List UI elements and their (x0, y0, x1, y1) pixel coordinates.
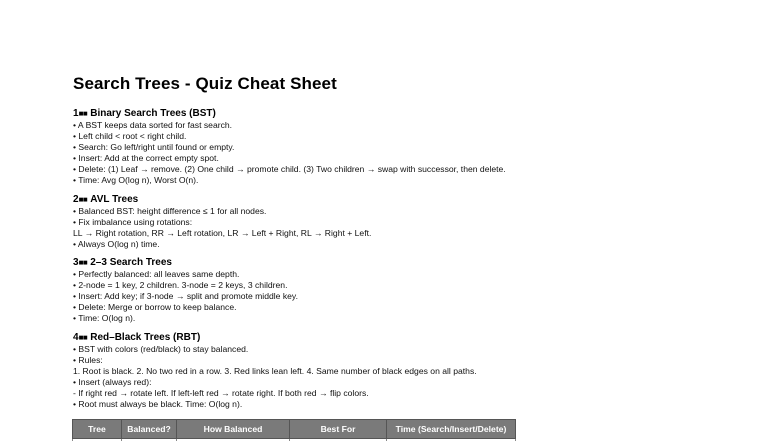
bullet-line: • Balanced BST: height difference ≤ 1 for all nodes. (73, 205, 267, 216)
col-header-time: Time (Search/Insert/Delete) (387, 420, 516, 439)
section-title: 2–3 Search Trees (90, 257, 172, 268)
section-bst (73, 108, 763, 186)
col-header-how-balanced: How Balanced (177, 420, 290, 439)
bullet-line: • Insert: Add key; if 3-node → split and promote middle key. (73, 290, 298, 301)
bullet-line: • Search: Go left/right until found or empty. (73, 141, 235, 152)
bullet-line: • Delete: Merge or borrow to keep balance. (73, 301, 237, 312)
bullet-line: • 2-node = 1 key, 2 children. 3-node = 2 keys, 3 children. (73, 279, 288, 290)
section-heading (73, 257, 763, 269)
bullet-line: • BST with colors (red/black) to stay balanced. (73, 343, 249, 354)
bullet-line: • Insert: Add at the correct empty spot. (73, 152, 219, 163)
section-number: 1 (73, 108, 79, 119)
bullet-line: • Insert (always red): (73, 376, 152, 387)
insert-rule-line: - If right red → rotate left. If left-left red → rotate right. If both red → flip colors. (73, 387, 369, 398)
col-header-best-for: Best For (290, 420, 387, 439)
bullet-line: • Rules: (73, 354, 103, 365)
section-avl (73, 194, 763, 250)
bullet-line: • Always O(log n) time. (73, 238, 160, 249)
section-title: Binary Search Trees (BST) (90, 108, 216, 119)
section-marker: ■■ (78, 109, 88, 118)
page-title: Search Trees - Quiz Cheat Sheet (73, 74, 337, 93)
section-title: Red–Black Trees (RBT) (90, 332, 201, 343)
bullet-line: • A BST keeps data sorted for fast search. (73, 119, 233, 130)
section-marker: ■■ (78, 258, 88, 267)
table-header-row (73, 420, 516, 439)
section-heading (73, 194, 763, 206)
col-header-tree: Tree (73, 420, 122, 439)
section-title: AVL Trees (90, 194, 139, 205)
bullet-line: • Left child < root < right child. (73, 130, 187, 141)
section-marker: ■■ (78, 195, 88, 204)
bullet-line: • Time: O(log n). (73, 312, 136, 323)
section-red-black (73, 332, 763, 410)
section-number: 3 (73, 257, 79, 268)
comparison-table (72, 419, 516, 441)
col-header-balanced: Balanced? (122, 420, 177, 439)
section-heading (73, 108, 763, 120)
bullet-line: • Delete: (1) Leaf → remove. (2) One child → promote child. (3) Two children → swap with successor, then delete. (73, 163, 506, 174)
bullet-line: • Fix imbalance using rotations: (73, 216, 193, 227)
section-23-trees (73, 257, 763, 324)
section-number: 4 (73, 332, 79, 343)
section-marker: ■■ (78, 333, 88, 342)
rotation-line: LL → Right rotation, RR → Left rotation, LR → Left + Right, RL → Right + Left. (73, 227, 372, 238)
section-number: 2 (73, 194, 79, 205)
bullet-line: • Root must always be black. Time: O(log n). (73, 398, 243, 409)
section-heading (73, 332, 763, 344)
bullet-line: • Perfectly balanced: all leaves same depth. (73, 268, 240, 279)
rules-line: 1. Root is black. 2. No two red in a row. 3. Red links lean left. 4. Same number of black edges on all paths. (73, 365, 477, 376)
bullet-line: • Time: Avg O(log n), Worst O(n). (73, 174, 199, 185)
